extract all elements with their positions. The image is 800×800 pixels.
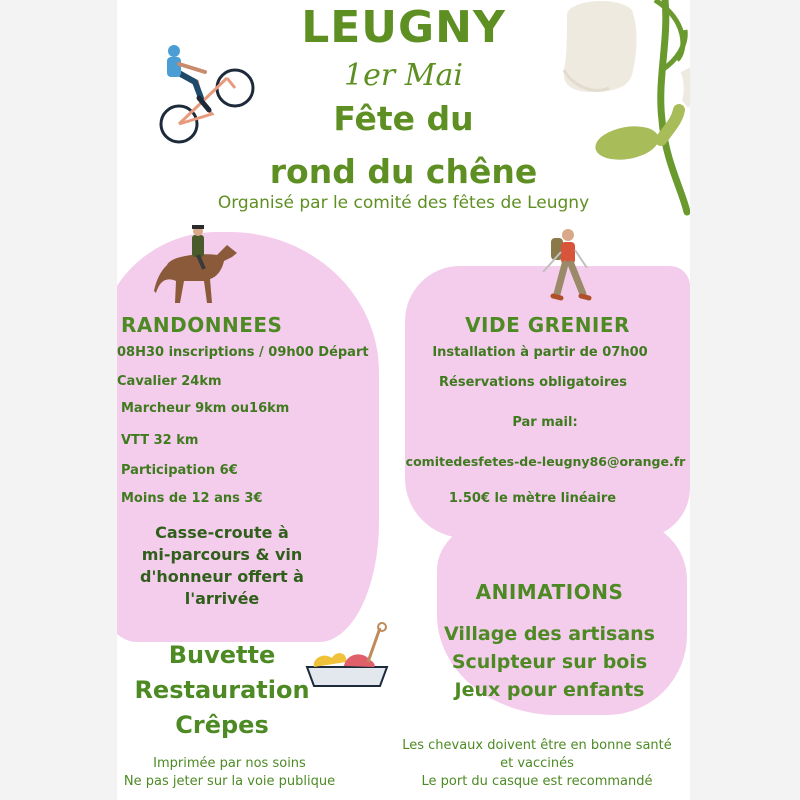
animations-item: Jeux pour enfants (454, 679, 645, 701)
footer-right (387, 737, 687, 791)
food-item: Buvette (168, 641, 276, 669)
vide-grenier-installation: Installation à partir de 07h00 (432, 345, 648, 360)
footer-line: Le port du casque est recommandé (421, 774, 653, 789)
food-item: Crêpes (175, 711, 269, 739)
animations-list (437, 620, 662, 704)
casse-croute-line: mi-parcours & vin (141, 545, 303, 564)
footer-line: Imprimée par nos soins (153, 756, 306, 771)
casse-croute-line: Casse-croute à (155, 523, 289, 542)
randonnees-vtt: VTT 32 km (121, 433, 199, 448)
casse-croute-line: d'honneur offert à (140, 567, 304, 586)
event-title: LEUGNY (301, 2, 506, 53)
crepe-plate-icon (302, 622, 402, 692)
food-list (127, 638, 317, 743)
hiker-icon (537, 228, 602, 308)
randonnees-participation: Participation 6€ (121, 463, 238, 478)
food-item: Restauration (134, 676, 310, 704)
casse-croute-line: l'arrivée (184, 589, 260, 608)
vide-grenier-title: VIDE GRENIER (465, 313, 630, 337)
event-subtitle-line2: rond du chêne (269, 152, 538, 191)
animations-item: Sculpteur sur bois (451, 651, 648, 673)
vide-grenier-reservations: Réservations obligatoires (439, 375, 627, 390)
event-subtitle-line1: Fête du (333, 99, 474, 138)
footer-line: et vaccinés (500, 756, 574, 771)
organizer-text: Organisé par le comité des fêtes de Leugny (217, 193, 590, 213)
randonnees-marcheur: Marcheur 9km ou16km (121, 401, 290, 416)
animations-title: ANIMATIONS (475, 580, 624, 604)
randonnees-title: RANDONNEES (121, 313, 283, 337)
vide-grenier-email[interactable]: comitedesfetes-de-leugny86@orange.fr (405, 454, 686, 469)
footer-left (117, 755, 342, 791)
randonnees-moins-12: Moins de 12 ans 3€ (121, 491, 263, 506)
randonnees-schedule: 08H30 inscriptions / 09h00 Départ (117, 345, 369, 360)
horse-rider-icon (152, 225, 242, 307)
vide-grenier-par-mail: Par mail: (512, 415, 578, 430)
casse-croute-text (117, 522, 327, 610)
poster (117, 0, 690, 800)
footer-line: Ne pas jeter sur la voie publique (123, 774, 336, 789)
vide-grenier-price: 1.50€ le mètre linéaire (448, 491, 617, 506)
animations-item: Village des artisans (444, 623, 655, 645)
footer-line: Les chevaux doivent être en bonne santé (402, 738, 672, 753)
event-date: 1er Mai (344, 58, 463, 93)
randonnees-cavalier: Cavalier 24km (117, 374, 222, 389)
